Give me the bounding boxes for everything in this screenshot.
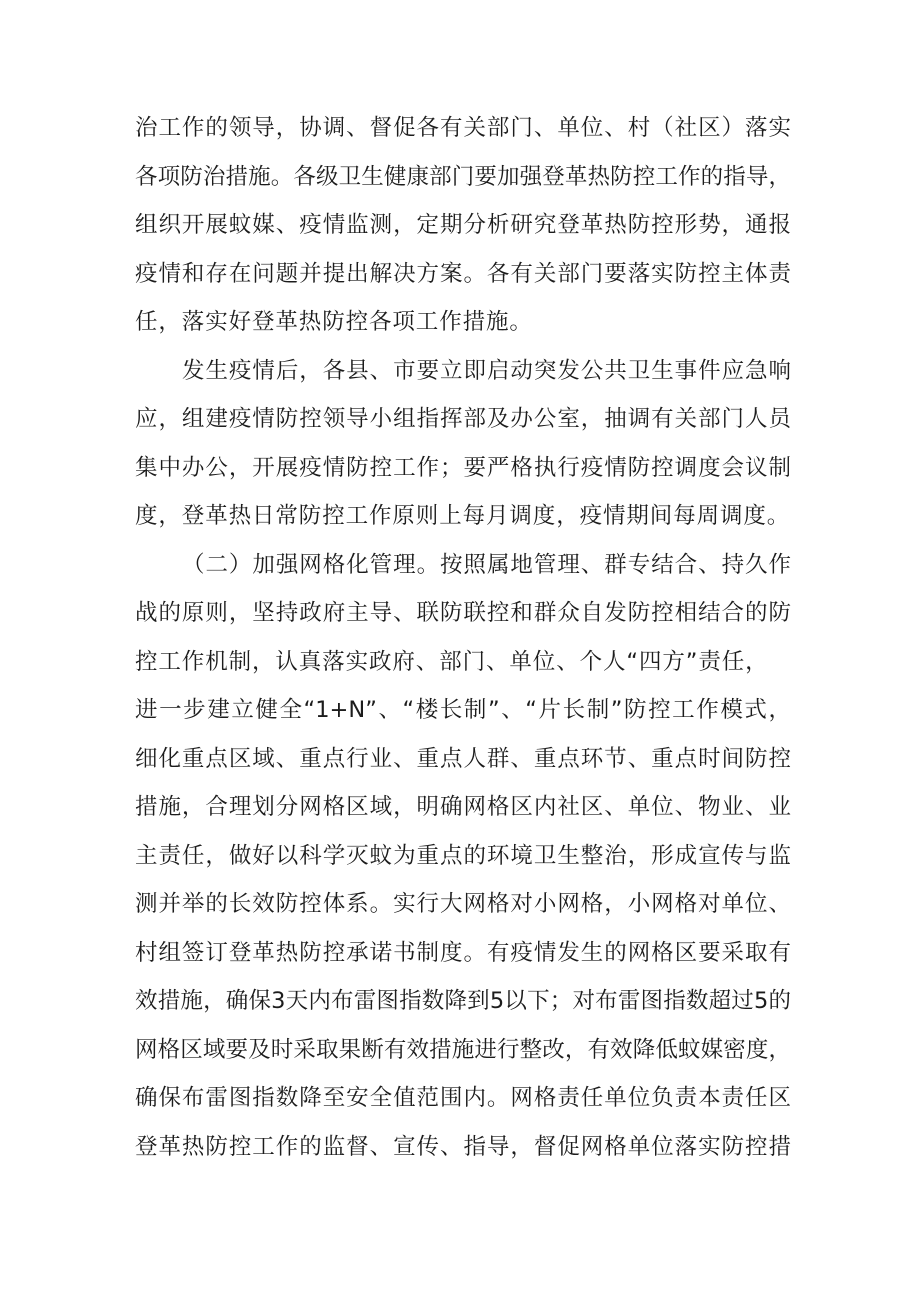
text-line: 发生疫情后，各县、市要立即启动突发公共卫生事件应急响 xyxy=(182,357,791,384)
text-line: 措施，合理划分网格区域，明确网格区内社区、单位、物业、业 xyxy=(135,794,791,820)
text-line: 确保布雷图指数降至安全值范围内。网格责任单位负责本责任区 xyxy=(135,1085,791,1111)
text-line: 疫情和存在问题并提出解决方案。各有关部门要落实防控主体责 xyxy=(135,260,791,287)
text-line: 测并举的长效防控体系。实行大网格对小网格，小网格对单位、 xyxy=(135,891,791,917)
paragraph-3 xyxy=(135,541,791,1172)
text-line: 度，登革热日常防控工作原则上每月调度，疫情期间每周调度。 xyxy=(135,503,791,529)
paragraph-2 xyxy=(135,347,791,541)
text-line: 各项防治措施。各级卫生健康部门要加强登革热防控工作的指导， xyxy=(135,163,791,190)
text-line: 登革热防控工作的监督、宣传、指导，督促网格单位落实防控措 xyxy=(135,1133,791,1160)
text-line: 控工作机制，认真落实政府、部门、单位、个人“四方”责任， xyxy=(135,648,769,675)
text-line: 效措施，确保3天内布雷图指数降到5以下；对布雷图指数超过5的 xyxy=(135,988,791,1014)
body-text xyxy=(135,104,791,1171)
text-line: 网格区域要及时采取果断有效措施进行整改，有效降低蚊媒密度， xyxy=(135,1036,791,1063)
text-line: 战的原则，坚持政府主导、联防联控和群众自发防控相结合的防 xyxy=(135,600,791,626)
text-line: 主责任，做好以科学灭蚊为重点的环境卫生整治，形成宣传与监 xyxy=(135,842,791,869)
text-line: 应，组建疫情防控领导小组指挥部及办公室，抽调有关部门人员 xyxy=(135,406,791,432)
text-line: 任，落实好登革热防控各项工作措施。 xyxy=(135,309,533,335)
text-line: （二）加强网格化管理。按照属地管理、群专结合、持久作 xyxy=(182,551,791,578)
text-line: 村组签订登革热防控承诺书制度。有疫情发生的网格区要采取有 xyxy=(135,939,791,966)
text-line: 细化重点区域、重点行业、重点人群、重点环节、重点时间防控 xyxy=(135,745,791,772)
paragraph-1 xyxy=(135,104,791,347)
text-line: 集中办公，开展疫情防控工作；要严格执行疫情防控调度会议制 xyxy=(135,454,791,481)
text-line: 治工作的领导，协调、督促各有关部门、单位、村（社区）落实 xyxy=(135,115,791,141)
text-line: 组织开展蚊媒、疫情监测，定期分析研究登革热防控形势，通报 xyxy=(135,212,791,238)
text-line: 进一步建立健全“1+N”、“楼长制”、“片长制”防控工作模式， xyxy=(135,697,791,723)
